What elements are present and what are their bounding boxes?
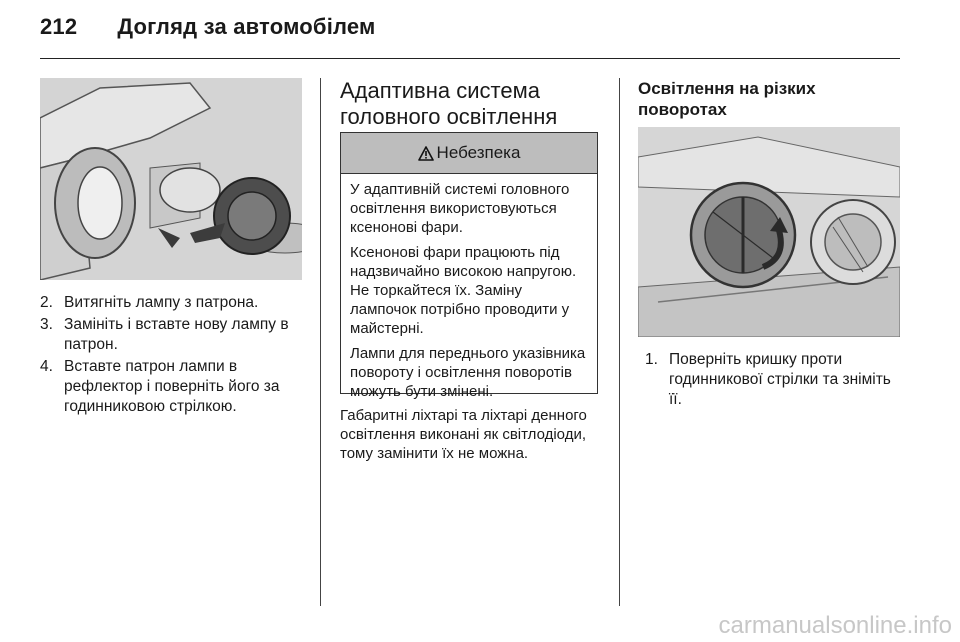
step-number: 1. [645, 351, 658, 368]
step-text: Витягніть лампу з патрона. [64, 294, 259, 311]
list-item [40, 357, 305, 417]
column-divider-2 [619, 78, 620, 606]
step-text: Вставте патрон лампи в рефлектор і поверніть його за годинниковою стрілкою. [64, 358, 280, 415]
step-text: Замініть і вставте нову лампу в патрон. [64, 316, 289, 353]
list-item [40, 315, 305, 355]
warning-triangle-icon [418, 146, 434, 161]
header-rule [40, 58, 900, 59]
warning-box [340, 132, 598, 400]
list-item [40, 293, 305, 313]
page-title: Догляд за автомобілем [117, 14, 376, 39]
step-number: 2. [40, 294, 53, 311]
warning-label: Небезпека [436, 143, 521, 162]
bulb-removal-illustration [40, 78, 302, 280]
step-text: Поверніть кришку проти годинникової стрілки та зніміть її. [669, 351, 891, 408]
step-number: 4. [40, 358, 53, 375]
warning-paragraph: Лампи для переднього указівника повороту і освітлення поворотів можуть бути змінені. [350, 345, 586, 400]
step-number: 3. [40, 316, 53, 333]
warning-paragraph: Ксенонові фари працюють під надзвичайно високою напругою. Не торкайтеся їх. Заміну лампочок потрібно проводити у майстерні. [350, 244, 577, 337]
list-item [645, 350, 903, 410]
warning-paragraph: У адаптивній системі головного освітлення використовуються ксенонові фари. [350, 181, 570, 236]
page-number: 212 [40, 14, 78, 39]
column-divider-1 [320, 78, 321, 606]
warning-header [341, 133, 597, 174]
led-note-paragraph: Габаритні ліхтарі та ліхтарі денного освітлення виконані як світлодіоди, тому замінити їх не можна. [340, 407, 587, 462]
col1-step-list [40, 293, 305, 419]
page-header [40, 14, 376, 40]
headlamp-cover-illustration [638, 127, 900, 337]
watermark: carmanualsonline.info [718, 612, 952, 639]
col3-step-list [645, 350, 903, 412]
section-heading-cornering: Освітлення на різких поворотах [638, 79, 816, 119]
section-heading-adaptive: Адаптивна система головного освітлення [340, 78, 558, 129]
